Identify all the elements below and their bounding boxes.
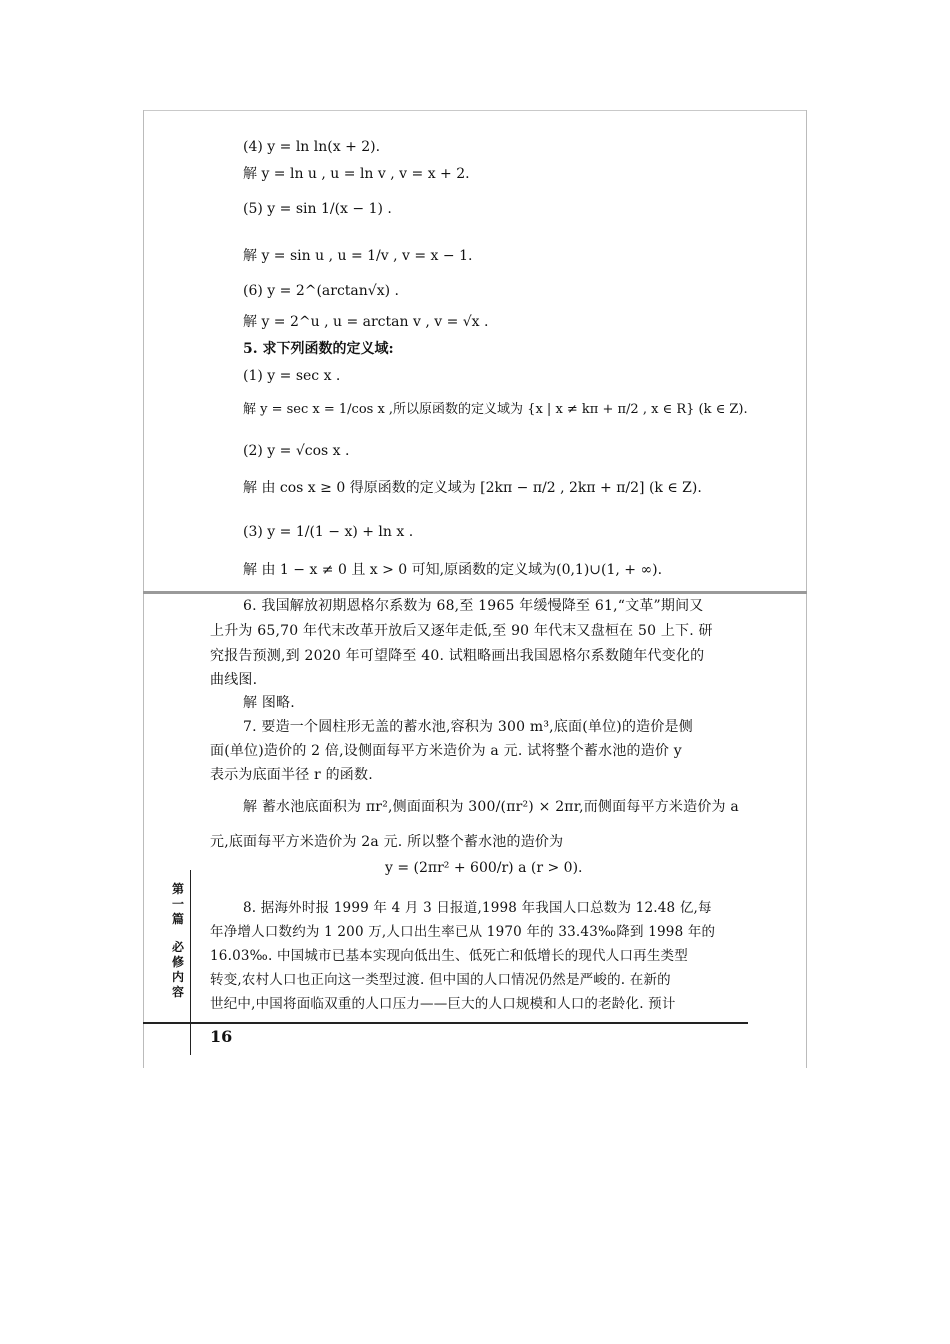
q6-line-3: 究报告预测,到 2020 年可望降至 40. 试粗略画出我国恩格尔系数随年代变化的 (210, 648, 705, 664)
q6-line-2: 上升为 65,70 年代末改革开放后又逐年走低,至 90 年代末又盘桓在 50 上下. 研 (210, 623, 713, 639)
footer-rule (143, 1022, 748, 1024)
q5-item-2: (2) y = √cos x . (243, 443, 350, 459)
q5-item-1: (1) y = sec x . (243, 368, 341, 384)
q5-item-3: (3) y = 1/(1 − x) + ln x . (243, 524, 414, 540)
q5-item-3-solution: 解 由 1 − x ≠ 0 且 x > 0 可知,原函数的定义域为(0,1)∪(1, + ∞). (243, 562, 663, 578)
q8-line-4: 转变,农村人口也正向这一类型过渡. 但中国的人口情况仍然是严峻的. 在新的 (210, 972, 671, 988)
q8-line-5: 世纪中,中国将面临双重的人口压力——巨大的人口规模和人口的老龄化. 预计 (210, 996, 676, 1012)
q8-line-2: 年净增人口数约为 1 200 万,人口出生率已从 1970 年的 33.43‰降到 1998 年的 (210, 924, 716, 940)
side-label-char: 内 (171, 970, 184, 984)
side-label-char: 修 (171, 955, 184, 969)
q7-line-3: 表示为底面半径 r 的函数. (210, 767, 373, 783)
side-label-char: 必 (171, 940, 184, 954)
q7-solution-line-1: 解 蓄水池底面积为 πr²,侧面面积为 300/(πr²) × 2πr,而侧面每平方米造价为 a (243, 799, 739, 815)
q5-item-1-solution: 解 y = sec x = 1/cos x ,所以原函数的定义域为 {x | x ≠ kπ + π/2 , x ∈ R} (k ∈ Z). (243, 402, 748, 417)
side-vertical-rule (190, 870, 191, 1055)
page-number: 16 (210, 1027, 233, 1046)
item-5-solution: 解 y = sin u , u = 1/v , v = x − 1. (243, 248, 473, 264)
q6-solution: 解 图略. (243, 695, 295, 711)
side-label-char: 容 (171, 985, 184, 999)
item-4-solution: 解 y = ln u , u = ln v , v = x + 2. (243, 166, 470, 182)
item-6-function: (6) y = 2^(arctan√x) . (243, 283, 399, 299)
question-5-heading: 5. 求下列函数的定义域: (243, 341, 394, 357)
q6-line-1: 6. 我国解放初期恩格尔系数为 68,至 1965 年缓慢降至 61,“文革”期间又 (243, 598, 704, 614)
q7-solution-line-2: 元,底面每平方米造价为 2a 元. 所以整个蓄水池的造价为 (210, 834, 564, 850)
side-label-char: 一 (171, 897, 184, 911)
side-label-char: 篇 (171, 912, 184, 926)
q7-line-1: 7. 要造一个圆柱形无盖的蓄水池,容积为 300 m³,底面(单位)的造价是侧 (243, 719, 693, 735)
page-left-border (143, 110, 144, 1068)
q8-line-1: 8. 据海外时报 1999 年 4 月 3 日报道,1998 年我国人口总数为 12.48 亿,每 (243, 900, 712, 916)
page-top-border (143, 110, 807, 111)
item-4-function: (4) y = ln ln(x + 2). (243, 139, 381, 155)
q7-cost-equation: y = (2πr² + 600/r) a (r > 0). (385, 860, 583, 876)
q7-line-2: 面(单位)造价的 2 倍,设侧面每平方米造价为 a 元. 试将整个蓄水池的造价 y (210, 743, 682, 759)
scan-seam (143, 591, 807, 594)
item-6-solution: 解 y = 2^u , u = arctan v , v = √x . (243, 314, 489, 330)
q8-line-3: 16.03‰. 中国城市已基本实现向低出生、低死亡和低增长的现代人口再生类型 (210, 948, 688, 964)
q6-line-4: 曲线图. (210, 672, 258, 688)
side-label-char: 第 (171, 882, 184, 896)
page-right-border (806, 110, 807, 1068)
item-5-function: (5) y = sin 1/(x − 1) . (243, 201, 392, 217)
q5-item-2-solution: 解 由 cos x ≥ 0 得原函数的定义域为 [2kπ − π/2 , 2kπ + π/2] (k ∈ Z). (243, 480, 702, 496)
